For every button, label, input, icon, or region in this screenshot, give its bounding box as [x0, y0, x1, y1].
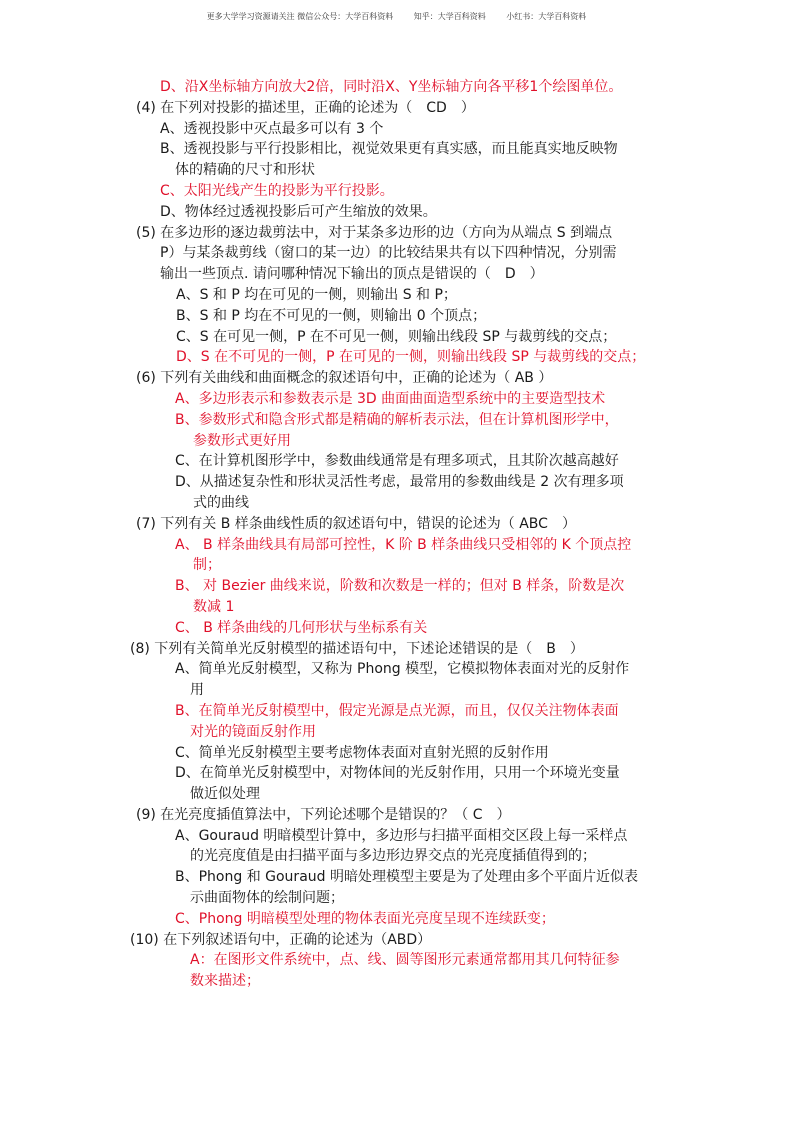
option-continuation: 数减 1: [193, 598, 235, 615]
option-continuation: 参数形式更好用: [193, 432, 291, 449]
question-4: (4) 在下列对投影的描述里，正确的论述为（ CD ）: [136, 99, 475, 116]
option-line: D、在简单光反射模型中，对物体间的光反射作用，只用一个环境光变量: [175, 765, 620, 782]
option-continuation: 式的曲线: [193, 494, 249, 511]
header-zhihu-text: 知乎：大学百科资料: [413, 12, 486, 21]
option-line: D、S 在不可见的一侧，P 在可见的一侧，则输出线段 SP 与裁剪线的交点；: [176, 349, 646, 366]
header-xiaohongshu-text: 小红书：大学百科资料: [506, 12, 587, 21]
option-line: B、Phong 和 Gouraud 明暗处理模型主要是为了处理由多个平面片近似表: [175, 869, 638, 886]
option-line: A、多边形表示和参数表示是 3D 曲面曲面造型系统中的主要造型技术: [175, 390, 606, 407]
option-line: A、Gouraud 明暗模型计算中，多边形与扫描平面相交区段上每一采样点: [175, 827, 628, 844]
option-line: A、透视投影中灭点最多可以有 3 个: [160, 120, 384, 137]
option-line: C、在计算机图形学中，参数曲线通常是有理多项式，且其阶次越高越好: [175, 453, 619, 470]
option-continuation: 的光亮度值是由扫描平面与多边形边界交点的光亮度插值得到的；: [190, 848, 596, 865]
question-9: (9) 在光亮度插值算法中，下列论述哪个是错误的？（ C ）: [136, 806, 511, 823]
option-line: B、在简单光反射模型中，假定光源是点光源，而且，仅仅关注物体表面: [175, 702, 619, 719]
option-continuation: 示曲面物体的绘制问题；: [190, 890, 344, 907]
option-line: B、S 和 P 均在不可见的一侧，则输出 0 个顶点；: [176, 307, 487, 324]
option-line: A、简单光反射模型，又称为 Phong 模型，它模拟物体表面对光的反射作: [175, 661, 630, 678]
option-line: C、太阳光线产生的投影为平行投影。: [160, 182, 394, 199]
option-line: A、 B 样条曲线具有局部可控性，K 阶 B 样条曲线只受相邻的 K 个顶点控: [175, 536, 632, 553]
question-continuation: 输出一些顶点. 请问哪种情况下输出的顶点是错误的（ D ）: [160, 266, 544, 283]
question-10: (10) 在下列叙述语句中，正确的论述为（ABD）: [130, 931, 432, 948]
question-6: (6) 下列有关曲线和曲面概念的叙述语句中，正确的论述为（ AB ）: [136, 370, 553, 387]
option-line: A：在图形文件系统中，点、线、圆等图形元素通常都用其几何特征参: [190, 952, 620, 969]
option-line: C、简单光反射模型主要考虑物体表面对直射光照的反射作用: [175, 744, 549, 761]
option-continuation: 对光的镜面反射作用: [190, 723, 316, 740]
option-line: B、 对 Bezier 曲线来说，阶数和次数是一样的；但对 B 样条，阶数是次: [175, 578, 625, 595]
option-line: C、Phong 明暗模型处理的物体表面光亮度呈现不连续跃变；: [175, 910, 555, 927]
question-7: (7) 下列有关 B 样条曲线性质的叙述语句中，错误的论述为（ ABC ）: [136, 515, 576, 532]
question-5: (5) 在多边形的逐边裁剪法中，对于某条多边形的边（方向为从端点 S 到端点: [136, 224, 613, 241]
option-line: B、透视投影与平行投影相比，视觉效果更有真实感，而且能真实地反映物: [160, 141, 618, 158]
page-header: [0, 11, 793, 22]
option-line: B、参数形式和隐含形式都是精确的解析表示法，但在计算机图形学中，: [175, 411, 619, 428]
option-line: C、S 在可见一侧，P 在不可见一侧，则输出线段 SP 与裁剪线的交点；: [176, 328, 617, 345]
question-continuation: P）与某条裁剪线（窗口的某一边）的比较结果共有以下四种情况，分别需: [160, 245, 617, 262]
header-wechat-text: 更多大学学习资源请关注 微信公众号：大学百科资料: [206, 12, 394, 21]
option-line: C、 B 样条曲线的几何形状与坐标系有关: [175, 619, 428, 636]
option-continuation: 用: [190, 682, 204, 699]
question-8: (8) 下列有关简单光反射模型的描述语句中，下述论述错误的是（ B ）: [130, 640, 584, 657]
option-line: D、沿X坐标轴方向放大2倍，同时沿X、Y坐标轴方向各平移1个绘图单位。: [160, 79, 623, 95]
option-line: A、S 和 P 均在可见的一侧，则输出 S 和 P；: [176, 286, 457, 303]
option-continuation: 体的精确的尺寸和形状: [175, 162, 315, 179]
option-line: D、物体经过透视投影后可产生缩放的效果。: [160, 203, 437, 220]
option-continuation: 做近似处理: [190, 786, 260, 803]
option-line: D、从描述复杂性和形状灵活性考虑，最常用的参数曲线是 2 次有理多项: [175, 474, 624, 491]
document-body: [0, 77, 793, 992]
option-continuation: 制；: [193, 557, 221, 574]
option-continuation: 数来描述；: [190, 973, 260, 990]
